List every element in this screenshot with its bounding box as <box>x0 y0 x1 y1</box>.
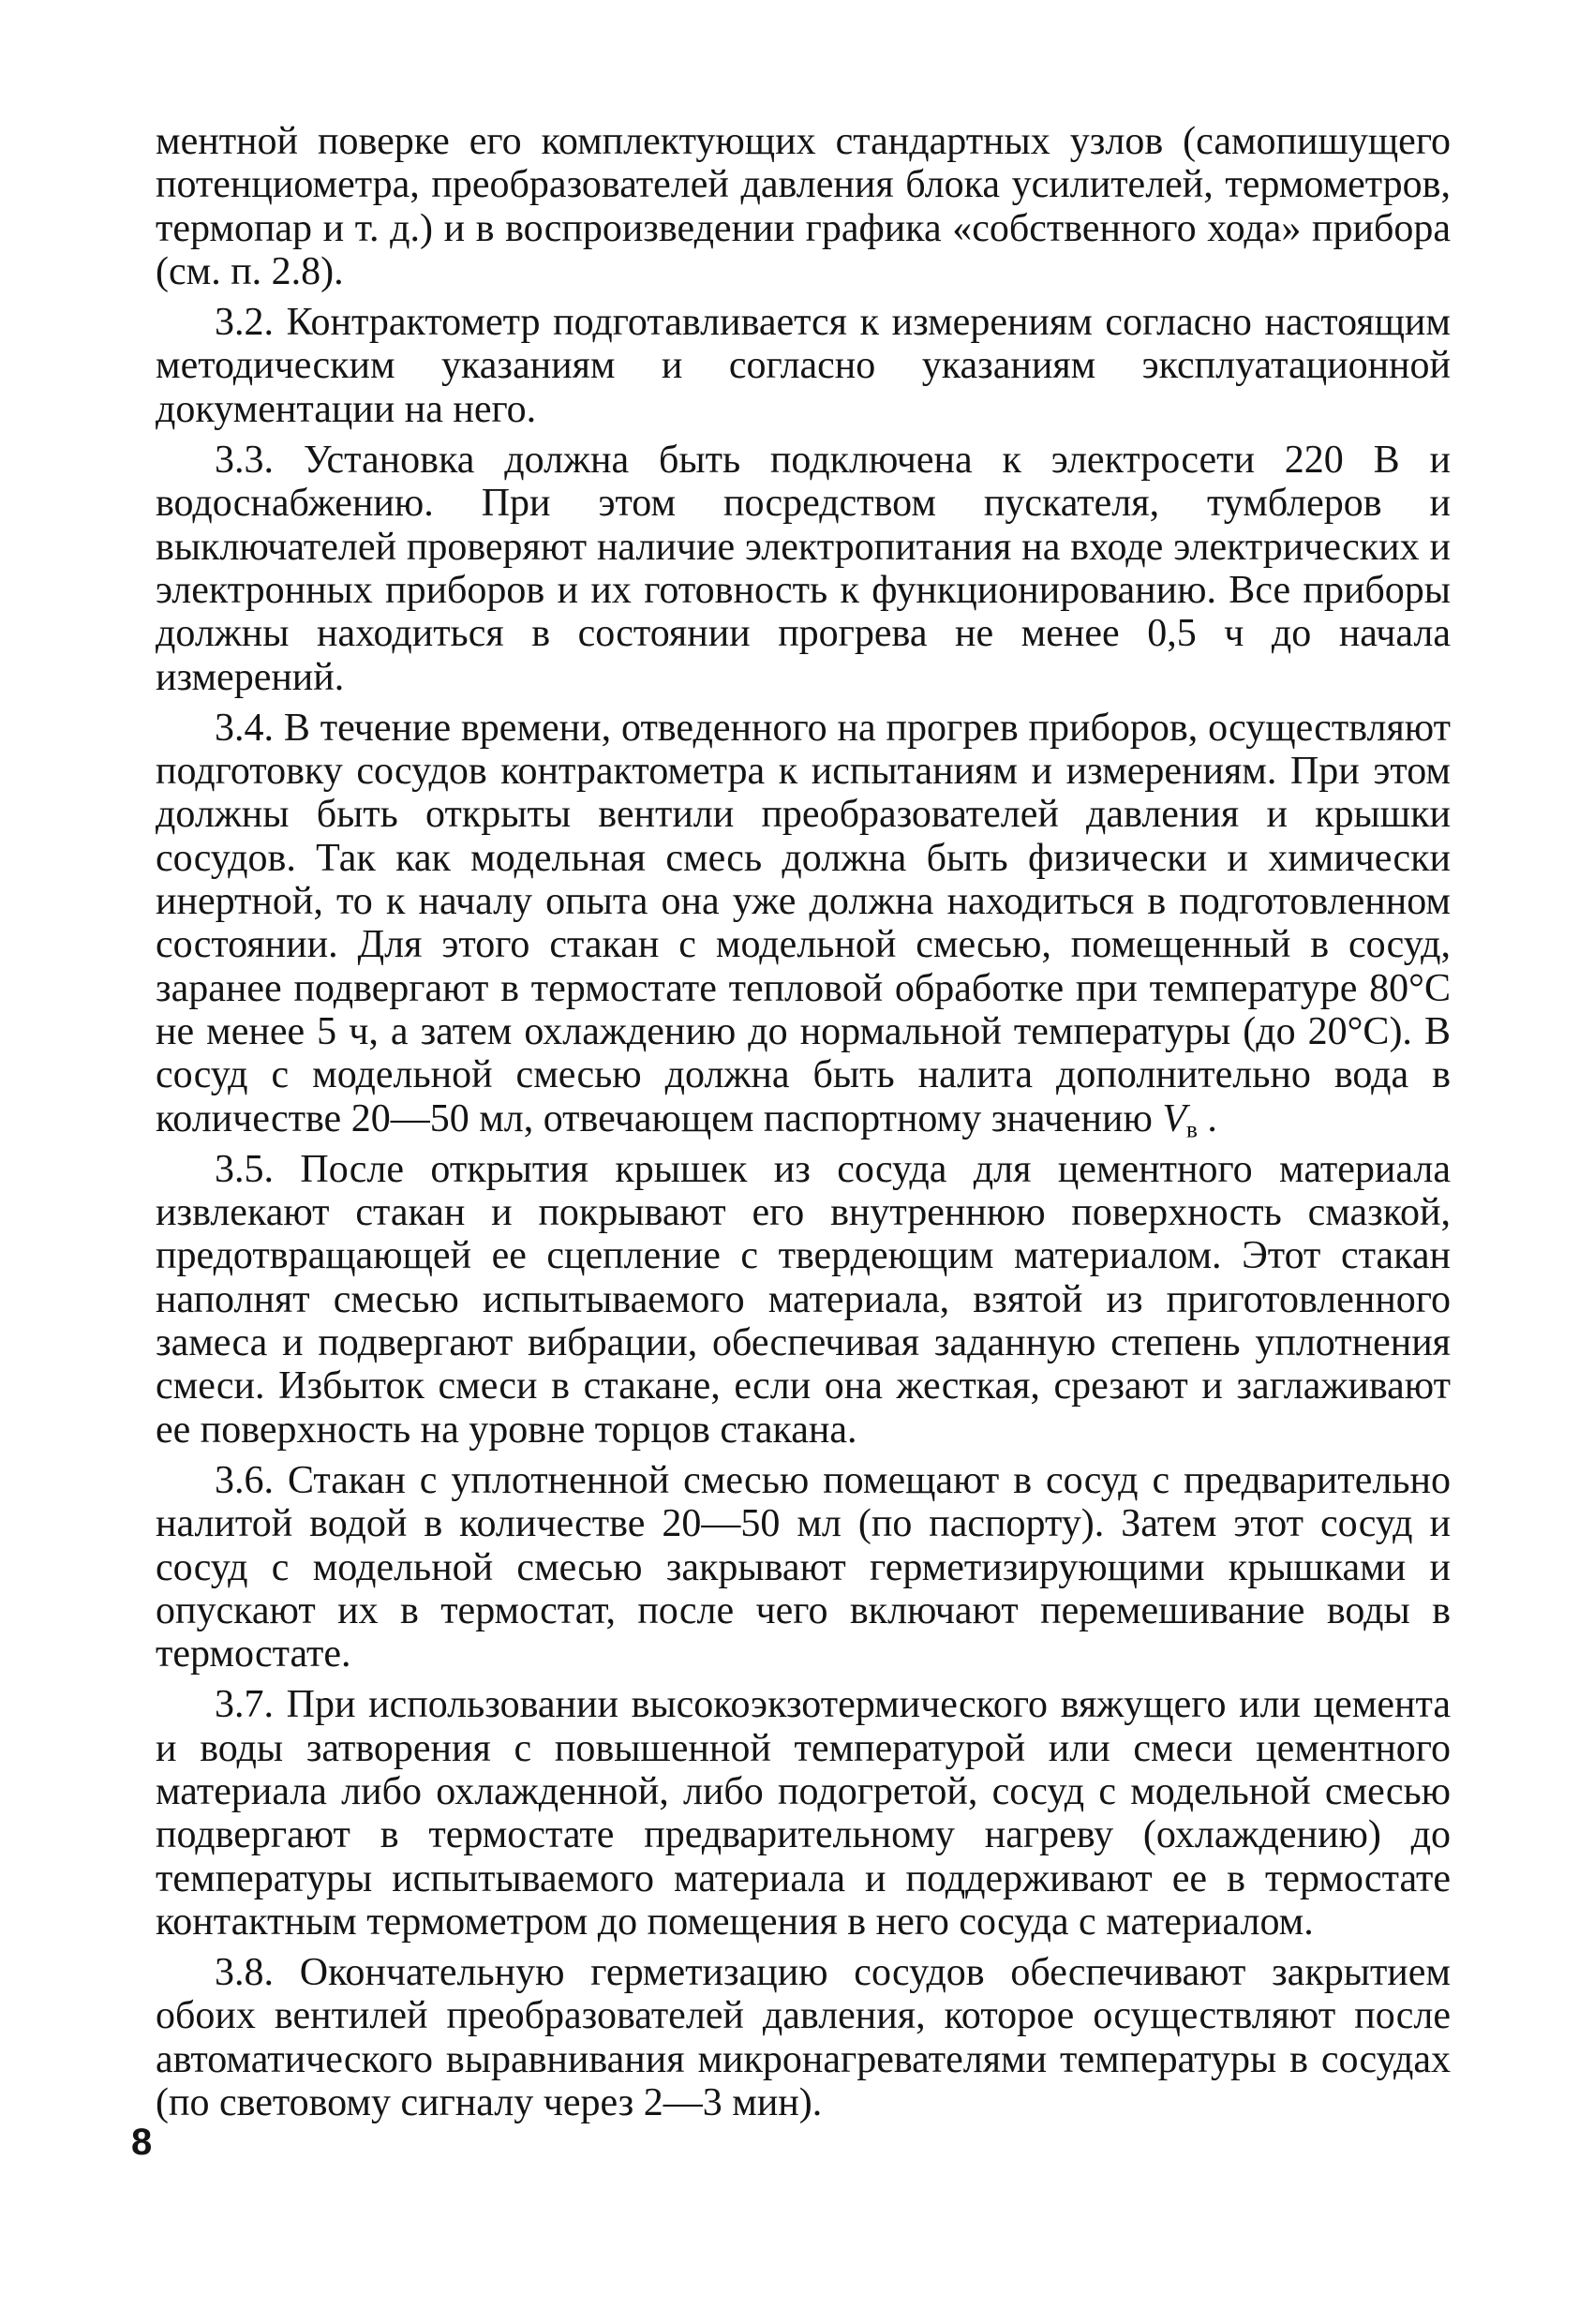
paragraph-continuation: ментной поверке его комплектующих стандартных узлов (самопишущего потенциометра, преобразователей давления блока усилителей, термометров, термопар и т. д.) и в воспроизведении графика «собственного хода» прибора (см. п. 2.8). <box>156 120 1451 293</box>
document-body <box>156 120 1451 2124</box>
paragraph-3-2: 3.2. Контрактометр подготавливается к измерениям согласно настоящим методическим указаниям и согласно указаниям эксплуатационной документации на него. <box>156 301 1451 431</box>
paragraph-3-5: 3.5. После открытия крышек из сосуда для цементного материала извлекают стакан и покрывают его внутреннюю поверхность смазкой, предотвращающей ее сцепление с твердеющим материалом. Этот стакан наполнят смесью испытываемого материала, взятой из приготовленного замеса и подвергают вибрации, обеспечивая заданную степень уплотнения смеси. Избыток смеси в стакане, если она жесткая, срезают и заглаживают ее поверхность на уровне торцов стакана. <box>156 1147 1451 1452</box>
paragraph-3-3: 3.3. Установка должна быть подключена к электросети 220 В и водоснабжению. При этом посредством пускателя, тумблеров и выключателей проверяют наличие электропитания на входе электрических и электронных приборов и их готовность к функционированию. Все приборы должны находиться в состоянии прогрева не менее 0,5 ч до начала измерений. <box>156 439 1451 699</box>
paragraph-3-7: 3.7. При использовании высокоэкзотермического вяжущего или цемента и воды затворения с повышенной температурой или смеси цементного материала либо охлажденной, либо подогретой, сосуд с модельной смесью подвергают в термостате предварительному нагреву (охлаждению) до температуры испытываемого материала и поддерживают ее в термостате контактным термометром до помещения в него сосуда с материалом. <box>156 1683 1451 1944</box>
volume-symbol: V <box>1162 1096 1186 1140</box>
paragraph-3-6: 3.6. Стакан с уплотненной смесью помещают в сосуд с предварительно налитой водой в количестве 20—50 мл (по паспорту). Затем этот сосуд и сосуд с модельной смесью закрывают герметизирующими крышками и опускают их в термостат, после чего включают перемешивание воды в термостате. <box>156 1458 1451 1676</box>
page-number: 8 <box>131 2122 153 2163</box>
volume-subscript: в <box>1185 1116 1198 1142</box>
paragraph-3-4 <box>156 707 1451 1140</box>
paragraph-3-8: 3.8. Окончательную герметизацию сосудов обеспечивают закрытием обоих вентилей преобразователей давления, которое осуществляют после автоматического выравнивания микронагревателями температуры в сосудах (по световому сигналу через 2—3 мин). <box>156 1951 1451 2125</box>
paragraph-3-4-tail: . <box>1197 1096 1217 1140</box>
paragraph-3-4-text: 3.4. В течение времени, отведенного на прогрев приборов, осуществляют подготовку сосудов контрактометра к испытаниям и измерениям. При этом должны быть открыты вентили преобразователей давления и крышки сосудов. Так как модельная смесь должна быть физически и химически инертной, то к началу опыта она уже должна находиться в подготовленном состоянии. Для этого стакан с модельной смесью, помещенный в сосуд, заранее подвергают в термостате тепловой обработке при температуре 80°С не менее 5 ч, а затем охлаждению до нормальной температуры (до 20°С). В сосуд с модельной смесью должна быть налита дополнительно вода в количестве 20—50 мл, отвечающем паспортному значению <box>156 706 1451 1140</box>
